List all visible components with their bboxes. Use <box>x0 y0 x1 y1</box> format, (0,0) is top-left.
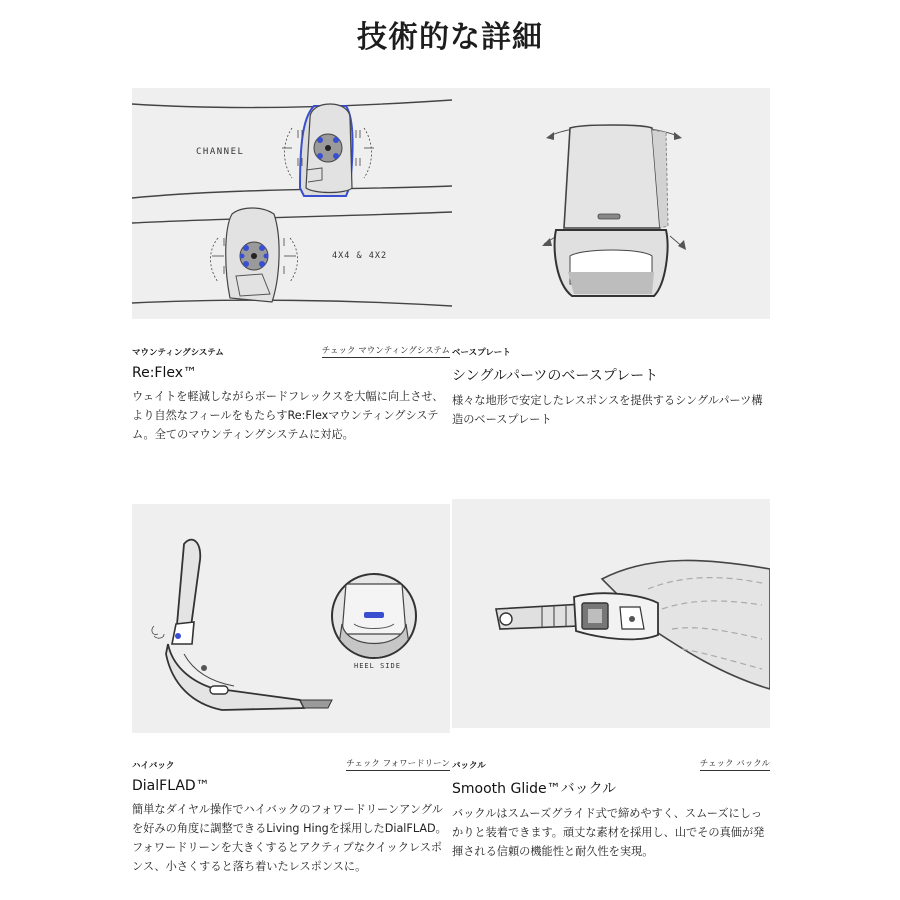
feature-card-buckle <box>452 757 770 861</box>
card-description: 簡単なダイヤル操作でハイバックのフォワードリーンアングルを好みの角度に調整できるLiving Hingを採用したDialFLAD。フォワードリーンを大きくするとアクティブなクイックレスポンス、小さくすると落ち着いたレスポンスに。 <box>132 803 447 873</box>
feature-card-mounting <box>132 344 450 444</box>
page-title: 技術的な詳細 <box>357 20 543 55</box>
check-buckle-link[interactable]: チェック バックル <box>699 759 770 769</box>
card-category: ベースプレート <box>452 348 511 358</box>
4x4-binding-graphic <box>211 208 298 302</box>
channel-label: CHANNEL <box>196 147 245 157</box>
highback-illustration <box>132 504 450 733</box>
card-title: Re:Flex™ <box>132 365 198 381</box>
heel-side-label: HEEL SIDE <box>354 662 401 670</box>
feature-card-highback <box>132 757 450 876</box>
4x4-label: 4X4 & 4X2 <box>332 251 388 261</box>
card-category: ハイバック <box>132 761 175 771</box>
buckle-illustration <box>452 499 770 728</box>
card-title: シングルパーツのベースプレート <box>452 368 659 384</box>
card-category: バックル <box>452 761 486 771</box>
card-title: Smooth Glide™バックル <box>452 781 617 797</box>
card-description: ウェイトを軽減しながらボードフレックスを大幅に向上させ、より自然なフィールをもたらすRe:Flexマウンティングシステム。全てのマウンティングシステムに対応。 <box>132 390 444 441</box>
card-description: バックルはスムーズグライド式で締めやすく、スムーズにしっかりと装着できます。頑丈な素材を採用し、山でその真価が発揮される信頼の機能性と耐久性を実現。 <box>452 807 765 858</box>
card-title: DialFLAD™ <box>132 778 210 794</box>
feature-card-baseplate <box>452 344 770 429</box>
card-category: マウンティングシステム <box>132 348 224 358</box>
card-description: 様々な地形で安定したレスポンスを提供するシングルパーツ構造のベースプレート <box>452 394 763 426</box>
channel-binding-graphic <box>282 104 374 196</box>
check-mounting-link[interactable]: チェック マウンティングシステム <box>321 346 450 356</box>
mounting-system-illustration <box>132 88 452 319</box>
check-forward-lean-link[interactable]: チェック フォワードリーン <box>346 759 450 769</box>
baseplate-illustration <box>452 88 770 319</box>
